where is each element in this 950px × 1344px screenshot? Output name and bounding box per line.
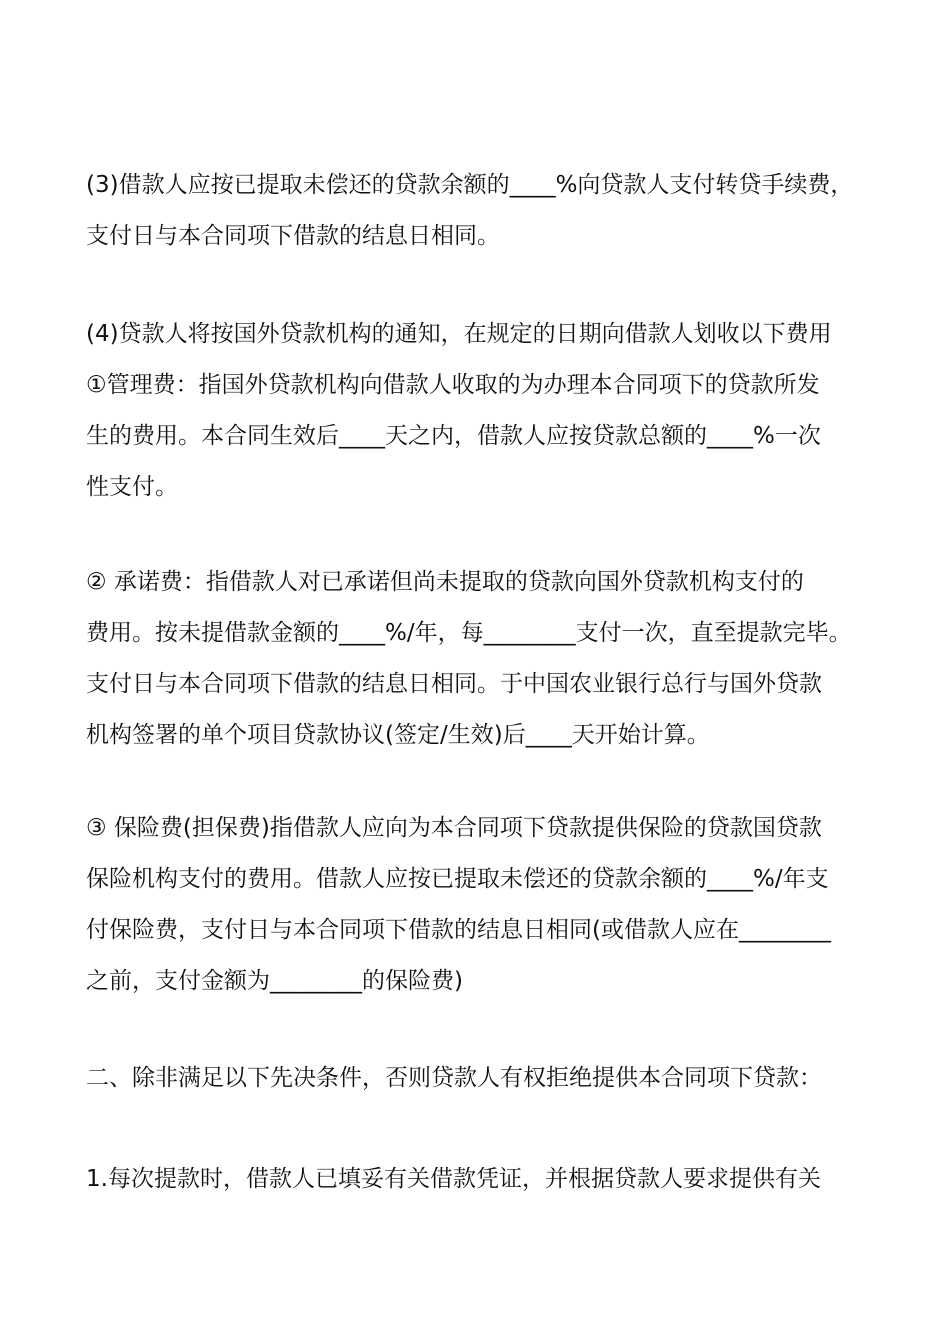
text-line: 之前，支付金额为________的保险费)	[86, 968, 463, 994]
text-line: 付保险费，支付日与本合同项下借款的结息日相同(或借款人应在________	[86, 917, 831, 943]
text-line: 性支付。	[86, 474, 178, 500]
text-line: ② 承诺费：指借款人对已承诺但尚未提取的贷款向国外贷款机构支付的	[86, 569, 804, 595]
text-line: 二、除非满足以下先决条件，否则贷款人有权拒绝提供本合同项下贷款：	[86, 1065, 822, 1091]
text-line: 1.每次提款时，借款人已填妥有关借款凭证，并根据贷款人要求提供有关	[86, 1166, 821, 1192]
text-line: 保险机构支付的费用。借款人应按已提取未偿还的贷款余额的____%/年支	[86, 866, 829, 892]
text-line: ③ 保险费(担保费)指借款人应向为本合同项下贷款提供保险的贷款国贷款	[86, 815, 822, 841]
text-line: (3)借款人应按已提取未偿还的贷款余额的____%向贷款人支付转贷手续费，	[86, 172, 854, 198]
text-line: 生的费用。本合同生效后____天之内，借款人应按贷款总额的____%一次	[86, 423, 821, 449]
paragraph-insurance-fee	[86, 803, 876, 1007]
text-line: 费用。按未提借款金额的____%/年，每________支付一次，直至提款完毕。	[86, 620, 852, 646]
paragraph-commitment-fee	[86, 557, 876, 761]
text-line: ①管理费：指国外贷款机构向借款人收取的为办理本合同项下的贷款所发	[86, 372, 820, 398]
text-line: 机构签署的单个项目贷款协议(签定/生效)后____天开始计算。	[86, 722, 710, 748]
paragraph-foreign-fees	[86, 309, 876, 513]
paragraph-preconditions-heading	[86, 1053, 876, 1104]
text-line: 支付日与本合同项下借款的结息日相同。于中国农业银行总行与国外贷款	[86, 671, 822, 697]
text-line: (4)贷款人将按国外贷款机构的通知，在规定的日期向借款人划收以下费用	[86, 321, 832, 347]
text-line: 支付日与本合同项下借款的结息日相同。	[86, 223, 500, 249]
paragraph-precondition-1	[86, 1154, 876, 1205]
paragraph-transfer-fee	[86, 160, 876, 262]
